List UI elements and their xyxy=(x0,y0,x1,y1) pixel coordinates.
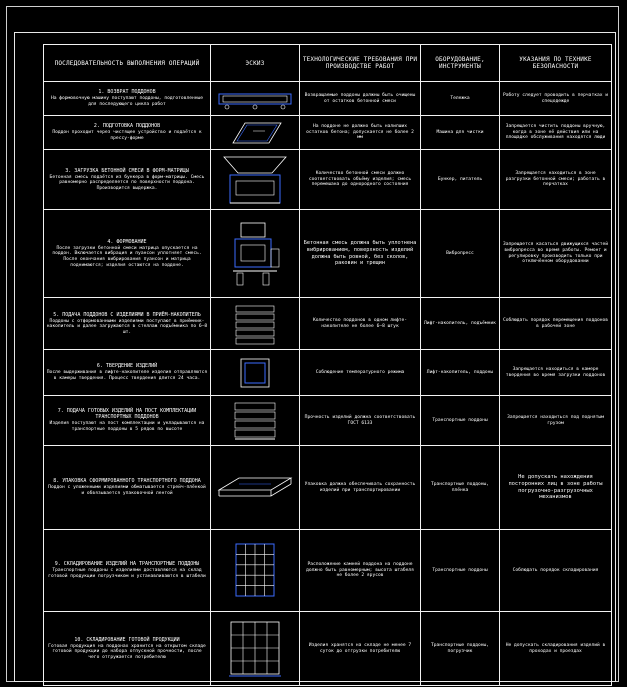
step-text: Поддон с уложенными изделиями обматывается стрейч-плёнкой и обвязывается упаковочной лентой xyxy=(48,485,206,496)
step-title: 7. ПОДАЧА ГОТОВЫХ ИЗДЕЛИЙ НА ПОСТ КОМПЛЕКТАЦИИ ТРАНСПОРТНЫХ ПОДДОНОВ xyxy=(57,408,197,421)
sketch-cell xyxy=(211,116,300,150)
step-title: 6. ТВЕРДЕНИЕ ИЗДЕЛИЙ xyxy=(96,363,158,370)
curing-chamber-sketch xyxy=(235,355,275,391)
step-title: 5. ПОДАЧА ПОДДОНОВ С ИЗДЕЛИЯМИ В ПРИЁМ-НАКОПИТЕЛЬ xyxy=(53,311,201,318)
step-text: Готовая продукция на поддонах хранится на открытом складе готовой продукции до набора отпускной прочности, после чего отгружается потребителю xyxy=(48,643,206,660)
sketch-cell xyxy=(211,350,300,396)
stacking-grid-sketch xyxy=(230,540,280,602)
sketch-cell xyxy=(211,210,300,298)
safety-cell: Запрещается находиться в зоне разгрузки бетонной смеси; работать в перчатках xyxy=(500,150,612,210)
equipment-cell: Транспортные поддоны xyxy=(421,530,500,612)
header-operations: ПОСЛЕДОВАТЕЛЬНОСТЬ ВЫПОЛНЕНИЯ ОПЕРАЦИЙ xyxy=(44,45,211,82)
step-title: 10. СКЛАДИРОВАНИЕ ГОТОВОЙ ПРОДУКЦИИ xyxy=(74,636,180,643)
equipment-cell: Бункер, питатель xyxy=(421,150,500,210)
safety-cell: Соблюдать порядок складирования xyxy=(500,530,612,612)
safety-cell: Работу следует проводить в перчатках и спецодежде xyxy=(500,82,612,116)
equipment-cell: Вибропресс xyxy=(421,210,500,298)
table-row xyxy=(44,150,612,210)
sketch-cell xyxy=(211,150,300,210)
sketch-cell xyxy=(211,446,300,530)
header-requirements: ТЕХНОЛОГИЧЕСКИЕ ТРЕБОВАНИЯ ПРИ ПРОИЗВОДСТВЕ РАБОТ xyxy=(300,45,421,82)
safety-cell: Запрещается находиться под поднятым грузом xyxy=(500,396,612,446)
header-equipment: ОБОРУДОВАНИЕ, ИНСТРУМЕНТЫ xyxy=(421,45,500,82)
step-text: После выдерживания в лифте-накопителе изделия отправляются в камеры твердения. Процесс твердения длится 24 часа. xyxy=(46,370,208,381)
sketch-cell xyxy=(211,530,300,612)
pallet-cleaning-sketch xyxy=(225,119,285,147)
step-title: 1. ВОЗВРАТ ПОДДОНОВ xyxy=(98,89,156,96)
storage-rack-sketch xyxy=(230,302,280,346)
requirements-cell: Бетонная смесь должна быть уплотнена вибрированием, поверхность изделий должна быть ровной, без сколов, раковин и трещин xyxy=(300,210,421,298)
safety-cell: Не допускать складирования изделий в проходах и проездах xyxy=(500,612,612,686)
sketch-cell xyxy=(211,82,300,116)
step-text: Поддоны с отформованными изделиями поступают в приёмник-накопитель и далее загружаются в стеллаж подъёмника по 6–8 шт. xyxy=(46,318,208,335)
step-title: 8. УПАКОВКА СФОРМИРОВАННОГО ТРАНСПОРТНОГО ПОДДОНА xyxy=(53,478,201,485)
sketch-cell xyxy=(211,396,300,446)
requirements-cell: Соблюдение температурного режима xyxy=(300,350,421,396)
pallet-return-sketch xyxy=(215,86,295,112)
requirements-cell: Количество поддонов в одном лифте-накопителе не более 6–8 штук xyxy=(300,298,421,350)
equipment-cell: Тележка xyxy=(421,82,500,116)
safety-cell: Не допускать нахождения посторонних лиц в зоне работы погрузочно-разгрузочных механизмов xyxy=(500,446,612,530)
table-row xyxy=(44,396,612,446)
step-text: Бетонная смесь подаётся из бункера в форм-матрицы. Смесь равномерно распределяется по поверхности поддона. Производится выдержка. xyxy=(49,174,205,191)
step-title: 2. ПОДГОТОВКА ПОДДОНОВ xyxy=(93,123,161,130)
process-chart-table xyxy=(43,44,612,686)
wrapped-pallet-sketch xyxy=(215,468,295,508)
requirements-cell: Прочность изделий должна соответствовать ГОСТ 6133 xyxy=(300,396,421,446)
table-row xyxy=(44,446,612,530)
step-title: 4. ФОРМОВАНИЕ xyxy=(107,238,147,245)
table-row xyxy=(44,82,612,116)
step-text: Транспортные поддоны с изделиями доставляются на склад готовой продукции погрузчиком и устанавливаются в штабели xyxy=(48,568,206,579)
sketch-cell xyxy=(211,612,300,686)
safety-cell: Запрещается чистить поддоны вручную, когда в зоне её действия или на площадке обслуживания находятся люди xyxy=(500,116,612,150)
header-row xyxy=(44,45,612,82)
requirements-cell: Изделия хранятся на складе не менее 7 суток до отгрузки потребителю xyxy=(300,612,421,686)
step-text: Поддон проходит через чистящее устройство и подаётся к прессу-форме xyxy=(52,130,202,141)
mix-loading-sketch xyxy=(220,153,290,207)
equipment-cell: Транспортные поддоны xyxy=(421,396,500,446)
table-row xyxy=(44,612,612,686)
finished-goods-stack-sketch xyxy=(227,618,283,680)
safety-cell: Соблюдать порядок перемещения поддонов в рабочей зоне xyxy=(500,298,612,350)
table-row xyxy=(44,116,612,150)
sketch-cell xyxy=(211,298,300,350)
requirements-cell: Упаковка должна обеспечивать сохранность изделий при транспортировании xyxy=(300,446,421,530)
step-text: Изделия поступают на пост комплектации и укладываются на транспортные поддоны в 5 рядов по высоте xyxy=(49,421,205,432)
step-title: 9. СКЛАДИРОВАНИЕ ИЗДЕЛИЙ НА ТРАНСПОРТНЫЕ ПОДДОНЫ xyxy=(54,561,200,568)
step-text: После загрузки бетонной смеси матрица опускается на поддон. Включается вибрация и пуансон уплотняет смесь. После окончания вибрирования пуансон и матрица поднимаются; изделия остаются на поддоне. xyxy=(52,245,202,268)
equipment-cell: Транспортные поддоны, плёнка xyxy=(421,446,500,530)
requirements-cell: Расположение камней поддона на поддоне должно быть равномерным; высота штабеля не более 2 ярусов xyxy=(300,530,421,612)
table-row xyxy=(44,298,612,350)
safety-cell: Запрещается касаться движущихся частей вибропресса во время работы. Ремонт и регулировку производить только при отключённом оборудовании xyxy=(500,210,612,298)
requirements-cell: На поддоне не должно быть налипших остатков бетона; допускается не более 2 мм xyxy=(300,116,421,150)
equipment-cell: Транспортные поддоны, погрузчик xyxy=(421,612,500,686)
requirements-cell: Возвращаемые поддоны должны быть очищены от остатков бетонной смеси xyxy=(300,82,421,116)
equipment-cell: Лифт-накопитель, подъёмник xyxy=(421,298,500,350)
step-title: 3. ЗАГРУЗКА БЕТОННОЙ СМЕСИ В ФОРМ-МАТРИЦЫ xyxy=(65,167,189,174)
equipment-cell: Машина для чистки xyxy=(421,116,500,150)
header-safety: УКАЗАНИЯ ПО ТЕХНИКЕ БЕЗОПАСНОСТИ xyxy=(500,45,612,82)
step-text: На формовочную машину поступают поддоны, подготовленные для последующего цикла работ xyxy=(50,96,204,107)
table-row xyxy=(44,350,612,396)
table-row xyxy=(44,530,612,612)
requirements-cell: Количество бетонной смеси должно соответствовать объёму изделия; смесь перемешана до однородного состояния xyxy=(300,150,421,210)
header-sketch: ЭСКИЗ xyxy=(211,45,300,82)
vibropress-sketch xyxy=(227,219,283,289)
transport-pallet-stack-sketch xyxy=(231,399,279,443)
table-row xyxy=(44,210,612,298)
safety-cell: Запрещается находиться в камере твердения во время загрузки поддонов xyxy=(500,350,612,396)
equipment-cell: Лифт-накопитель, поддоны xyxy=(421,350,500,396)
